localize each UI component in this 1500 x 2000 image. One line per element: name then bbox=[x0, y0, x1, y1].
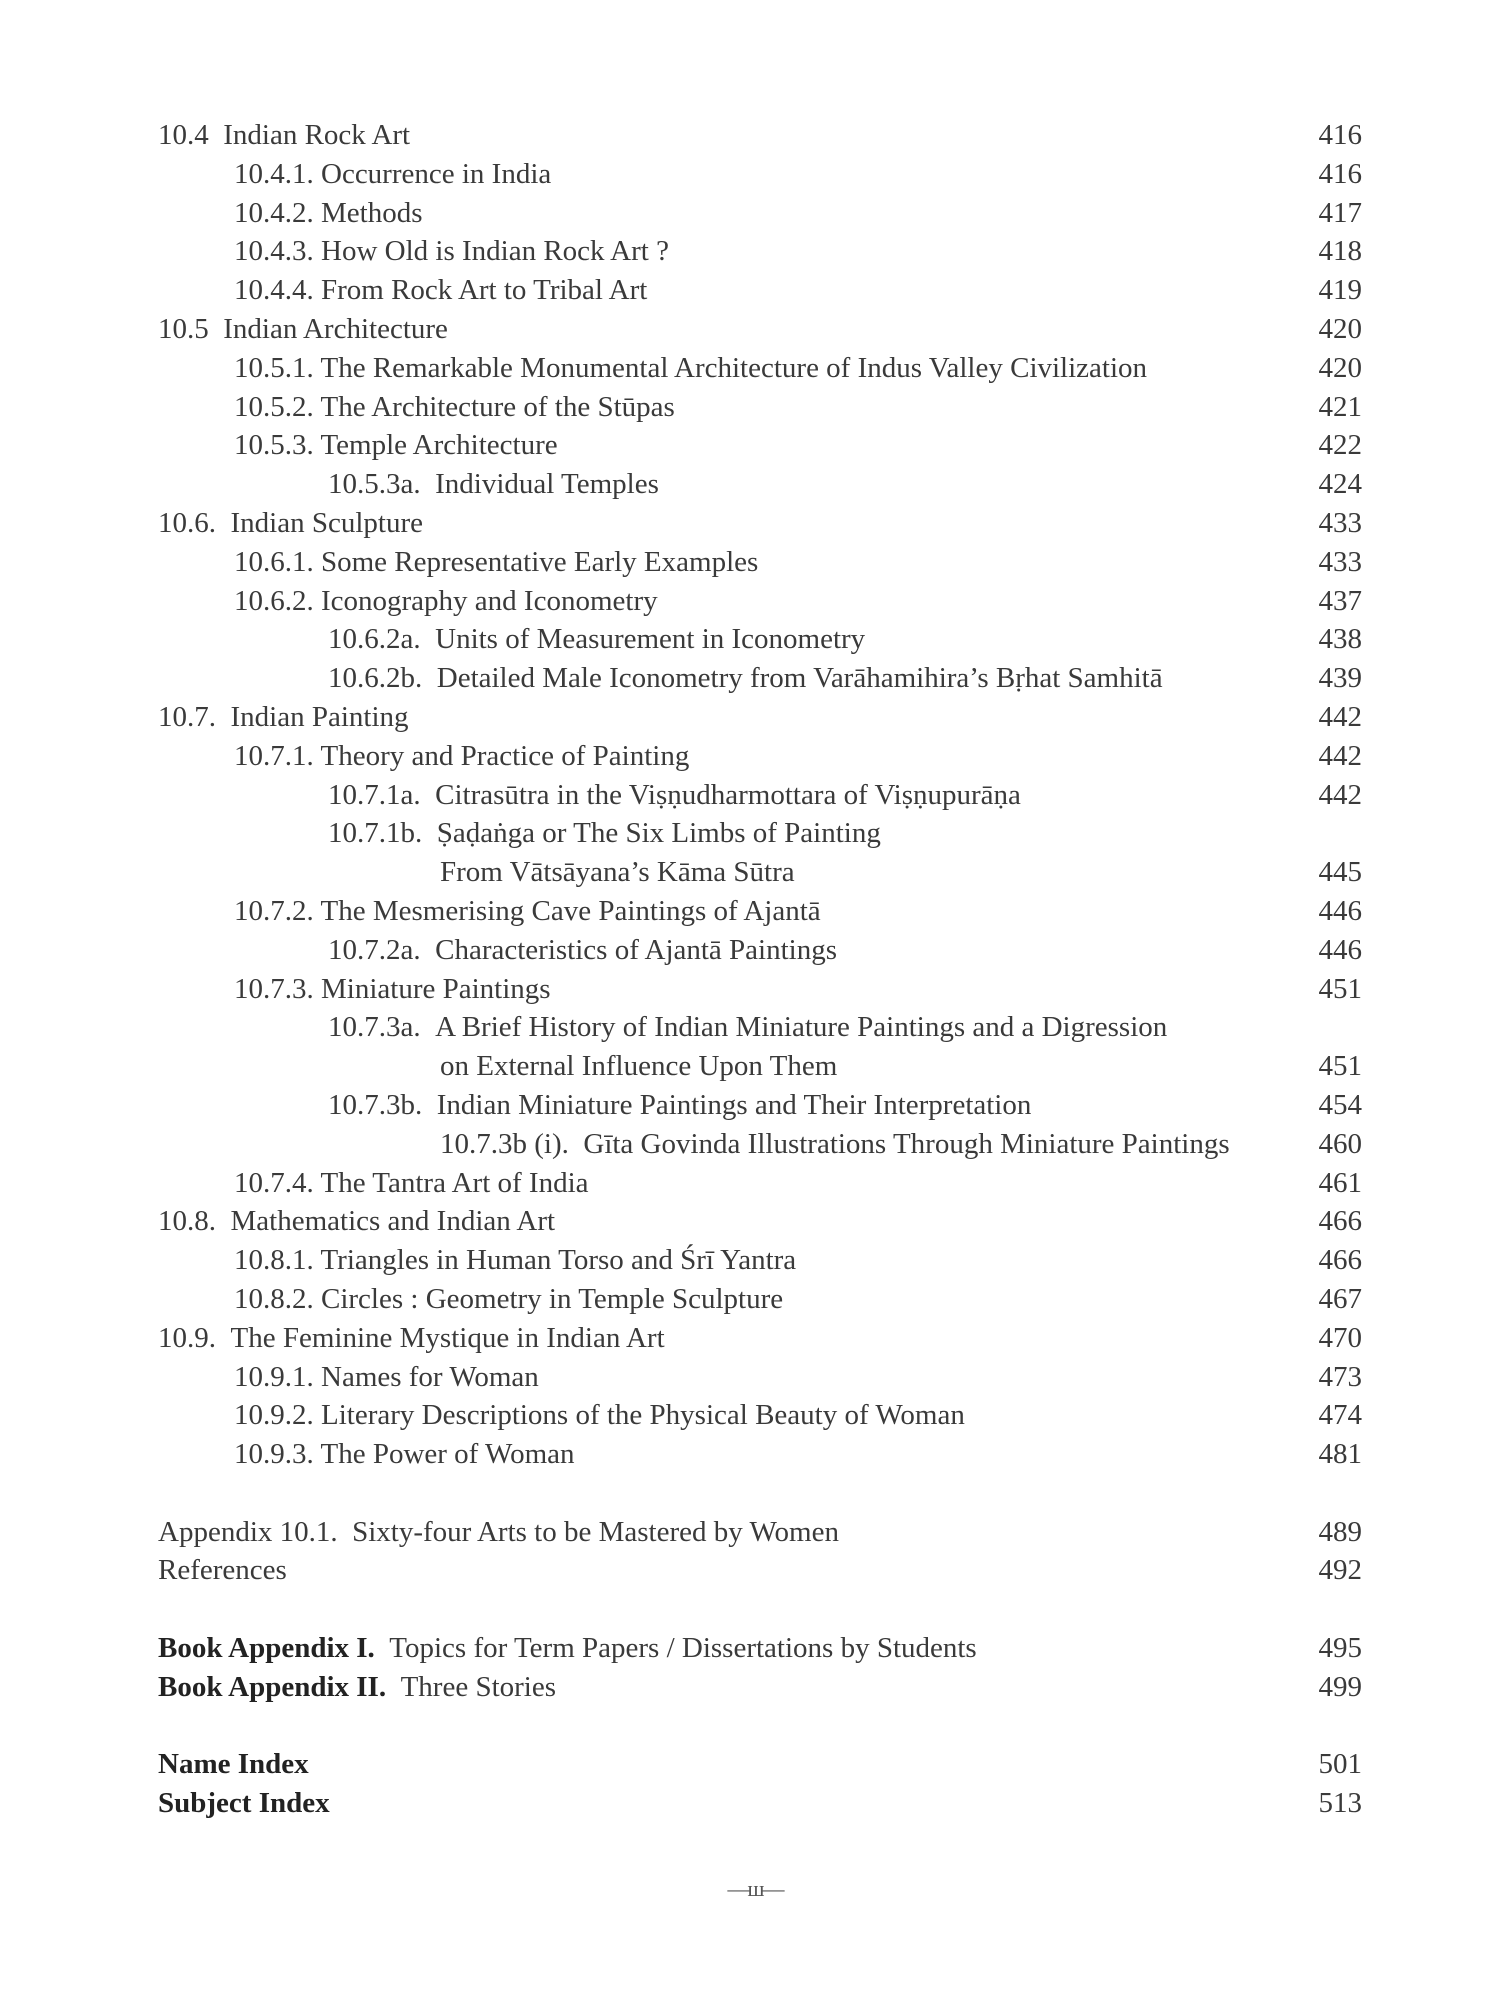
page-number: 474 bbox=[1318, 1399, 1362, 1432]
page-number: 419 bbox=[1318, 274, 1362, 307]
entry-title: Mathematics and Indian Art bbox=[230, 1205, 556, 1238]
toc-entry bbox=[158, 892, 1370, 931]
book-appendix-2-label: Book Appendix II. bbox=[158, 1670, 387, 1703]
page-number: 461 bbox=[1318, 1166, 1362, 1199]
entry-number: 10.5.3a. bbox=[328, 468, 421, 501]
entry-number: 10.5.3. bbox=[234, 429, 314, 462]
toc-entry bbox=[158, 349, 1370, 388]
page-number: 499 bbox=[1318, 1670, 1362, 1703]
toc-entry bbox=[158, 194, 1370, 233]
page-number: 416 bbox=[1318, 119, 1362, 151]
entry-number: 10.4.3. bbox=[234, 235, 314, 268]
entry-number: 10.9.2. bbox=[234, 1399, 314, 1432]
toc-entry bbox=[158, 659, 1370, 698]
page-number: 445 bbox=[1318, 856, 1362, 889]
entry-title: Ṣaḍaṅga or The Six Limbs of Painting bbox=[436, 817, 881, 850]
toc-entry bbox=[158, 116, 1370, 155]
entry-number: 10.4.1. bbox=[234, 157, 314, 190]
page-number: 442 bbox=[1318, 778, 1362, 811]
entry-number: 10.9. bbox=[158, 1321, 216, 1354]
toc-entry-continuation bbox=[158, 1047, 1370, 1086]
toc-entry bbox=[158, 1202, 1370, 1241]
page-number: 492 bbox=[1318, 1554, 1362, 1587]
entry-title: Occurrence in India bbox=[321, 157, 552, 190]
entry-title: Miniature Paintings bbox=[321, 972, 551, 1005]
appendix-label: Appendix 10.1. bbox=[158, 1515, 338, 1548]
page-number: 460 bbox=[1318, 1127, 1362, 1160]
page-number: 438 bbox=[1318, 623, 1362, 656]
entry-title: The Power of Woman bbox=[320, 1438, 575, 1471]
entry-number: 10.7.1. bbox=[234, 739, 314, 772]
page-number: 446 bbox=[1318, 933, 1362, 966]
entry-title: Names for Woman bbox=[321, 1360, 539, 1393]
entry-title: Triangles in Human Torso and Śrī Yantra bbox=[320, 1244, 797, 1277]
entry-number: 10.5 bbox=[158, 312, 209, 345]
page-number: 422 bbox=[1318, 429, 1362, 462]
toc-entry bbox=[158, 776, 1370, 815]
page-number: 473 bbox=[1318, 1360, 1362, 1393]
entry-number: 10.5.2. bbox=[234, 390, 314, 423]
entry-number: 10.7.3b (i). bbox=[440, 1127, 569, 1160]
book-appendix-1-entry bbox=[158, 1629, 1370, 1668]
page-number: 433 bbox=[1318, 545, 1362, 578]
entry-title: Citrasūtra in the Viṣṇudharmottara of Viṣṇupurāṇa bbox=[435, 778, 1021, 811]
toc-entry bbox=[158, 1435, 1370, 1474]
entry-number: 10.7.1a. bbox=[328, 778, 421, 811]
toc-entry bbox=[158, 1241, 1370, 1280]
toc-entry bbox=[158, 1125, 1370, 1164]
entry-title: Indian Miniature Paintings and Their Interpretation bbox=[436, 1088, 1032, 1121]
page-number: 420 bbox=[1318, 312, 1362, 345]
entry-number: 10.7.2a. bbox=[328, 933, 421, 966]
entry-number: 10.4 bbox=[158, 119, 209, 151]
page-number: 467 bbox=[1318, 1282, 1362, 1315]
toc-entry-continuation bbox=[158, 853, 1370, 892]
entry-number: 10.7. bbox=[158, 700, 216, 733]
entry-title: Individual Temples bbox=[435, 468, 659, 501]
entry-number: 10.8. bbox=[158, 1205, 216, 1238]
entry-number: 10.4.4. bbox=[234, 274, 314, 307]
toc-entry bbox=[158, 1086, 1370, 1125]
page-number: 466 bbox=[1318, 1205, 1362, 1238]
toc-entry bbox=[158, 931, 1370, 970]
entry-number: 10.8.1. bbox=[234, 1244, 314, 1277]
page-number: 470 bbox=[1318, 1321, 1362, 1354]
book-appendix-2-entry bbox=[158, 1668, 1370, 1707]
page-number: 451 bbox=[1318, 972, 1362, 1005]
page-number: 454 bbox=[1318, 1088, 1362, 1121]
appendix-title: Sixty-four Arts to be Mastered by Women bbox=[352, 1515, 839, 1548]
entry-title: Gīta Govinda Illustrations Through Miniature Paintings bbox=[583, 1127, 1230, 1160]
entry-number: 10.7.1b. bbox=[328, 817, 423, 850]
entry-title: Detailed Male Iconometry from Varāhamihira’s Bṛhat Samhitā bbox=[436, 662, 1163, 695]
page-number: 417 bbox=[1318, 196, 1362, 229]
entry-number: 10.6.2. bbox=[234, 584, 314, 617]
entry-title: Indian Architecture bbox=[223, 312, 448, 345]
book-appendix-2-title: Three Stories bbox=[400, 1670, 556, 1703]
entry-title: on External Influence Upon Them bbox=[440, 1050, 838, 1083]
page-number: 439 bbox=[1318, 662, 1362, 695]
book-appendix-1-label: Book Appendix I. bbox=[158, 1632, 375, 1665]
page-number: 442 bbox=[1318, 700, 1362, 733]
toc-entry bbox=[158, 155, 1370, 194]
entry-title: Units of Measurement in Iconometry bbox=[435, 623, 866, 656]
entry-title: The Feminine Mystique in Indian Art bbox=[230, 1321, 665, 1354]
toc-entry bbox=[158, 698, 1370, 737]
entry-number: 10.6.2b. bbox=[328, 662, 423, 695]
subject-index-entry bbox=[158, 1784, 1370, 1823]
toc-entry bbox=[158, 1008, 1370, 1047]
page-number: 495 bbox=[1318, 1632, 1362, 1665]
toc-entry bbox=[158, 232, 1370, 271]
toc-entry bbox=[158, 620, 1370, 659]
entry-title: Theory and Practice of Painting bbox=[320, 739, 690, 772]
entry-number: 10.5.1. bbox=[234, 351, 314, 384]
name-index-title: Name Index bbox=[158, 1748, 309, 1781]
toc-entry bbox=[158, 737, 1370, 776]
page-number: 513 bbox=[1318, 1787, 1362, 1820]
page-number: 424 bbox=[1318, 468, 1362, 501]
entry-number: 10.9.1. bbox=[234, 1360, 314, 1393]
entry-title: From Vātsāyana’s Kāma Sūtra bbox=[440, 856, 795, 889]
entry-number: 10.8.2. bbox=[234, 1282, 314, 1315]
references-entry bbox=[158, 1551, 1370, 1590]
page-number: 442 bbox=[1318, 739, 1362, 772]
entry-title: Characteristics of Ajantā Paintings bbox=[435, 933, 838, 966]
entry-title: A Brief History of Indian Miniature Paintings and a Digression bbox=[435, 1011, 1168, 1044]
entry-number: 10.7.2. bbox=[234, 894, 314, 927]
entry-number: 10.7.3b. bbox=[328, 1088, 423, 1121]
toc-entry bbox=[158, 814, 1370, 853]
entry-number: 10.4.2. bbox=[234, 196, 314, 229]
entry-title: Indian Painting bbox=[230, 700, 409, 733]
references-title: References bbox=[158, 1554, 287, 1587]
entry-number: 10.6.2a. bbox=[328, 623, 421, 656]
entry-number: 10.7.4. bbox=[234, 1166, 314, 1199]
toc-entry bbox=[158, 1319, 1370, 1358]
table-of-contents bbox=[158, 116, 1370, 1823]
entry-number: 10.9.3. bbox=[234, 1438, 314, 1471]
appendix-entry bbox=[158, 1513, 1370, 1552]
toc-entry bbox=[158, 426, 1370, 465]
subject-index-title: Subject Index bbox=[158, 1787, 330, 1820]
entry-title: How Old is Indian Rock Art ? bbox=[321, 235, 669, 268]
toc-entry bbox=[158, 582, 1370, 621]
toc-entry bbox=[158, 970, 1370, 1009]
page-number: 489 bbox=[1318, 1515, 1362, 1548]
toc-entry bbox=[158, 1396, 1370, 1435]
page-number: 437 bbox=[1318, 584, 1362, 617]
entry-number: 10.6.1. bbox=[234, 545, 314, 578]
page-number: 418 bbox=[1318, 235, 1362, 268]
entry-number: 10.7.3a. bbox=[328, 1011, 421, 1044]
page-number: 501 bbox=[1318, 1748, 1362, 1781]
entry-number: 10.7.3. bbox=[234, 972, 314, 1005]
page-number: 481 bbox=[1318, 1438, 1362, 1471]
toc-entry bbox=[158, 310, 1370, 349]
toc-entry bbox=[158, 465, 1370, 504]
entry-title: Some Representative Early Examples bbox=[321, 545, 759, 578]
entry-title: Methods bbox=[321, 196, 423, 229]
toc-entry bbox=[158, 543, 1370, 582]
page-number: 420 bbox=[1318, 351, 1362, 384]
page-number: 433 bbox=[1318, 506, 1362, 539]
entry-title: Indian Sculpture bbox=[230, 506, 423, 539]
toc-entry bbox=[158, 1164, 1370, 1203]
page-number: 421 bbox=[1318, 390, 1362, 423]
toc-entry bbox=[158, 1358, 1370, 1397]
toc-entry bbox=[158, 271, 1370, 310]
entry-title: Circles : Geometry in Temple Sculpture bbox=[321, 1282, 784, 1315]
page-number: 466 bbox=[1318, 1244, 1362, 1277]
entry-title: The Remarkable Monumental Architecture of Indus Valley Civilization bbox=[320, 351, 1148, 384]
toc-entry bbox=[158, 504, 1370, 543]
page-number: 446 bbox=[1318, 894, 1362, 927]
entry-title: Indian Rock Art bbox=[223, 119, 411, 151]
entry-title: Literary Descriptions of the Physical Beauty of Woman bbox=[321, 1399, 965, 1432]
page-number: 451 bbox=[1318, 1050, 1362, 1083]
entry-title: From Rock Art to Tribal Art bbox=[321, 274, 648, 307]
name-index-entry bbox=[158, 1745, 1370, 1784]
page-number: 416 bbox=[1318, 157, 1362, 190]
footer-ornament: —ш— bbox=[727, 1876, 783, 1901]
toc-entry bbox=[158, 1280, 1370, 1319]
toc-entry bbox=[158, 388, 1370, 427]
entry-title: The Architecture of the Stūpas bbox=[320, 390, 675, 423]
book-appendix-1-title: Topics for Term Papers / Dissertations by Students bbox=[389, 1632, 977, 1665]
entry-title: Iconography and Iconometry bbox=[321, 584, 658, 617]
entry-title: The Mesmerising Cave Paintings of Ajantā bbox=[320, 894, 821, 927]
entry-title: Temple Architecture bbox=[320, 429, 558, 462]
entry-number: 10.6. bbox=[158, 506, 216, 539]
entry-title: The Tantra Art of India bbox=[320, 1166, 589, 1199]
